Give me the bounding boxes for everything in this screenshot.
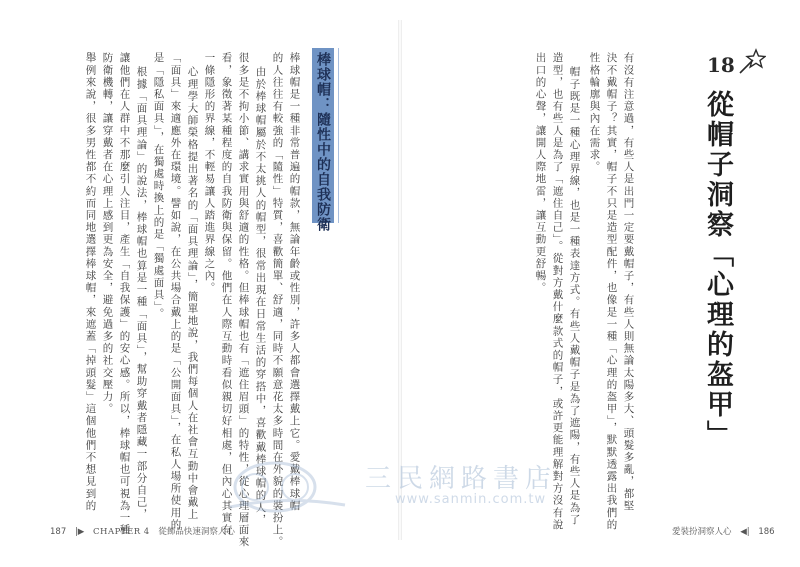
- footer-text: 從飾品快速洞察人心: [158, 527, 235, 537]
- body-paragraph: 棒球帽是一種非常普遍的帽款，無論年齡或性別，許多人都會選擇戴上它。愛戴棒球帽: [288, 52, 301, 512]
- star-wand-icon: [736, 47, 766, 77]
- body-paragraph: 由於棒球帽屬於不太挑人的帽型，很常出現在日常生活的穿搭中，喜歡戴棒球帽的人，: [254, 66, 267, 526]
- body-paragraph: 看，象徵著某種程度的自我防衛與保留。他們在人際互動時看似親切好相處，但內心其實有: [220, 52, 233, 536]
- watermark-url: www.sanmin.com.tw: [395, 492, 547, 507]
- body-paragraph: 舉例來說，很多男性都不約而同地選擇棒球帽，來遮蓋「掉頭髮」這個他們不想見到的: [84, 52, 97, 512]
- page-number: 186: [758, 527, 775, 537]
- page-marker-icon: |▶: [74, 527, 85, 537]
- body-paragraph: 帽子既是一種心理界線，也是一種表達方式。有些人戴帽子是為了遮陽，有些人是為了: [568, 66, 581, 526]
- footer-chapter: CHAPTER 4: [93, 527, 150, 537]
- chapter-title: 從帽子洞察「心理的盔甲」: [702, 90, 733, 450]
- page-marker-icon: ◀|: [740, 527, 750, 537]
- page-number: 187: [50, 527, 67, 537]
- section-heading: 棒球帽：隨性中的自我防衛: [315, 52, 331, 232]
- body-paragraph: 根據「面具理論」的說法，棒球帽也算是一種「面具」，幫助穿戴者隱藏一部分自己，: [135, 66, 148, 521]
- footer-text: 愛裝扮洞察人心: [672, 527, 732, 537]
- body-paragraph: 造型，也有些人是為了「遮住自己」。從對方戴什麼款式的帽子，或許更能理解對方沒有說: [551, 52, 564, 531]
- body-paragraph: 性格輪廓與內在需求。: [588, 52, 601, 173]
- left-page-footer: [50, 525, 235, 537]
- body-paragraph: 心理學大師榮格提出著名的「面具理論」，簡單地說，我們每個人在社會互動中會戴上: [186, 66, 199, 521]
- body-paragraph: 決不戴帽子？其實，帽子不只是造型配件，也像是一種「心理的盔甲」，默默透露出我們的: [605, 52, 618, 531]
- body-paragraph: 出口的心聲，讓開人際地雷，讓互動更舒暢。: [534, 52, 547, 294]
- body-paragraph: 很多是不拘小節、講求實用與舒適的性格。但棒球帽也有「遮住眉頭」的特性，從心理層面來: [237, 52, 250, 549]
- body-paragraph: 一條隱形的界線，不輕易讓人踏進界線之內。: [203, 52, 216, 294]
- body-paragraph: 的人往往有較強的「隨性」特質，喜歡簡單、舒適，同時不願意花太多時間在外貌的裝扮上。: [271, 52, 284, 549]
- body-paragraph: 是「隱私面具」，在獨處時換上的是「獨處面具」。: [152, 52, 165, 320]
- section-heading-divider: [338, 48, 339, 223]
- chapter-number: 18: [707, 53, 735, 77]
- body-paragraph: 讓他們在人群中不那麼引人注目，產生「自我保護」的安心感。所以，棒球帽也可視為一種: [118, 52, 131, 536]
- body-paragraph: 防衛機轉，讓穿戴者在心理上感到更為安全，避免過多的社交壓力。: [101, 52, 114, 415]
- body-paragraph: 有沒有注意過，有些人是出門一定要戴帽子，有些人則無論太陽多大、頭髮多亂，都堅: [622, 52, 635, 512]
- right-page-footer: [672, 525, 775, 537]
- body-paragraph: 「面具」來適應外在環境。譬如說，在公共場合戴上的是「公開面具」，在私人場所使用的: [169, 52, 182, 531]
- watermark-store-name: 三民網路書店: [365, 464, 558, 494]
